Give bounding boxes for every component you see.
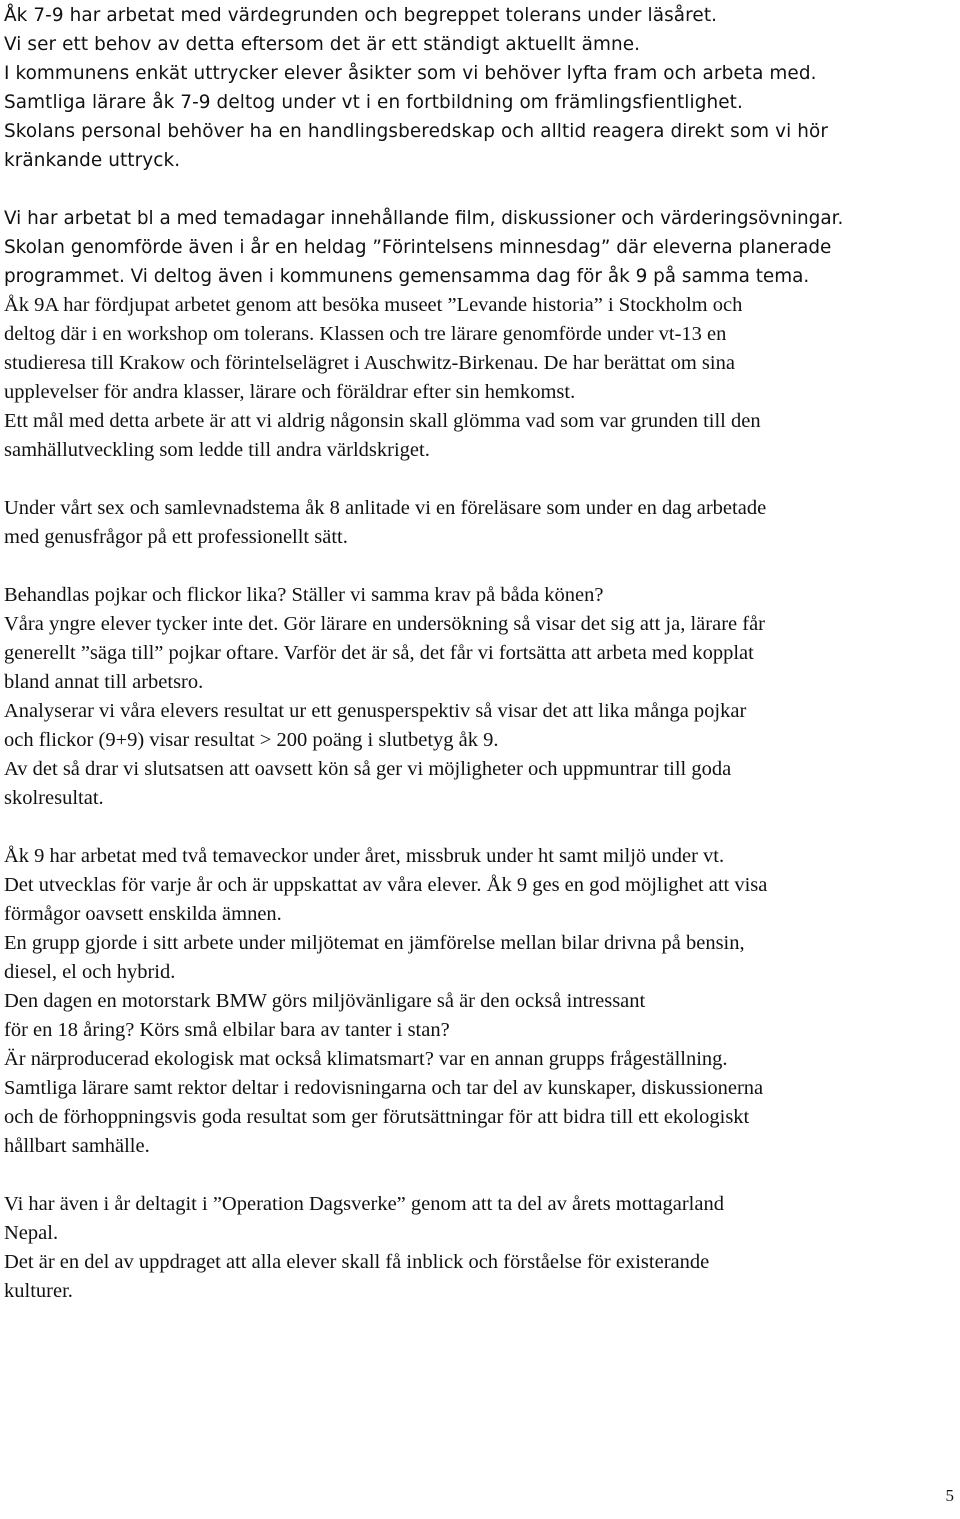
- text-line: kränkande uttryck.: [4, 150, 181, 171]
- text-line: förmågor oavsett enskilda ämnen.: [4, 903, 282, 925]
- text-line: Behandlas pojkar och flickor lika? Ställer vi samma krav på båda könen?: [4, 584, 604, 606]
- text-line: diesel, el och hybrid.: [4, 961, 176, 983]
- text-line: Är närproducerad ekologisk mat också klimatsmart? var en annan grupps frågeställning.: [4, 1048, 728, 1070]
- paragraph-spacer: [4, 175, 949, 204]
- paragraph-spacer: [4, 813, 949, 842]
- text-line: hållbart samhälle.: [4, 1135, 150, 1157]
- text-line: programmet. Vi deltog även i kommunens gemensamma dag för åk 9 på samma tema.: [4, 266, 810, 287]
- text-line: Åk 9A har fördjupat arbetet genom att besöka museet ”Levande historia” i Stockholm och: [4, 294, 743, 316]
- text-line: I kommunens enkät uttrycker elever åsikter som vi behöver lyfta fram och arbeta med.: [4, 63, 817, 84]
- text-line: deltog där i en workshop om tolerans. Klassen och tre lärare genomförde under vt-13 en: [4, 323, 727, 345]
- text-line: Vi ser ett behov av detta eftersom det är ett ständigt aktuellt ämne.: [4, 34, 641, 55]
- text-line: bland annat till arbetsro.: [4, 671, 204, 693]
- text-line: med genusfrågor på ett professionellt sätt.: [4, 526, 348, 548]
- text-line: generellt ”säga till” pojkar oftare. Varför det är så, det får vi fortsätta att arbeta med kopplat: [4, 642, 754, 664]
- paragraph-tolerance-intro: [4, 1, 949, 175]
- paragraph-gender-equality: [4, 581, 949, 813]
- paragraph-spacer: [4, 552, 949, 581]
- text-line: och flickor (9+9) visar resultat > 200 poäng i slutbetyg åk 9.: [4, 729, 499, 751]
- paragraph-gender-lecture: [4, 494, 949, 552]
- paragraph-spacer: [4, 1161, 949, 1190]
- text-line: Det utvecklas för varje år och är uppskattat av våra elever. Åk 9 ges en god möjlighet att visa: [4, 874, 768, 896]
- text-line: studieresa till Krakow och förintelselägret i Auschwitz-Birkenau. De har berättat om sina: [4, 352, 735, 374]
- text-line: Nepal.: [4, 1222, 59, 1244]
- text-line: Åk 7-9 har arbetat med värdegrunden och begreppet tolerans under läsåret.: [4, 5, 718, 26]
- text-line: Åk 9 har arbetat med två temaveckor under året, missbruk under ht samt miljö under vt.: [4, 845, 725, 867]
- text-line: samhällutveckling som ledde till andra världskriget.: [4, 439, 430, 461]
- text-line: Vi har även i år deltagit i ”Operation Dagsverke” genom att ta del av årets mottagarland: [4, 1193, 724, 1215]
- text-line: Under vårt sex och samlevnadstema åk 8 anlitade vi en föreläsare som under en dag arbetade: [4, 497, 767, 519]
- text-line: Det är en del av uppdraget att alla elever skall få inblick och förståelse för existerande: [4, 1251, 710, 1273]
- text-line: för en 18 åring? Körs små elbilar bara av tanter i stan?: [4, 1019, 450, 1041]
- paragraph-theme-days: [4, 204, 949, 465]
- text-line: Den dagen en motorstark BMW görs miljövänligare så är den också intressant: [4, 990, 646, 1012]
- text-line: Våra yngre elever tycker inte det. Gör lärare en undersökning så visar det sig att ja, lärare får: [4, 613, 766, 635]
- text-line: Skolans personal behöver ha en handlingsberedskap och alltid reagera direkt som vi hör: [4, 121, 829, 142]
- text-line: Vi har arbetat bl a med temadagar innehållande film, diskussioner och värderingsövningar.: [4, 208, 844, 229]
- text-line: upplevelser för andra klasser, lärare och föräldrar efter sin hemkomst.: [4, 381, 576, 403]
- text-line: Samtliga lärare samt rektor deltar i redovisningarna och tar del av kunskaper, diskussionerna: [4, 1077, 764, 1099]
- text-line: En grupp gjorde i sitt arbete under miljötemat en jämförelse mellan bilar drivna på bensin,: [4, 932, 745, 954]
- text-line: och de förhoppningsvis goda resultat som ger förutsättningar för att bidra till ett ekologiskt: [4, 1106, 750, 1128]
- text-line: Samtliga lärare åk 7-9 deltog under vt i en fortbildning om främlingsfientlighet.: [4, 92, 743, 113]
- page-number: 5: [945, 1486, 954, 1505]
- text-line: Skolan genomförde även i år en heldag ”Förintelsens minnesdag” där eleverna planerade: [4, 237, 832, 258]
- text-line: Ett mål med detta arbete är att vi aldrig någonsin skall glömma vad som var grunden till den: [4, 410, 761, 432]
- text-line: Av det så drar vi slutsatsen att oavsett kön så ger vi möjligheter och uppmuntrar till goda: [4, 758, 732, 780]
- paragraph-spacer: [4, 465, 949, 494]
- text-line: skolresultat.: [4, 787, 104, 809]
- text-line: kulturer.: [4, 1280, 73, 1302]
- paragraph-operation-dagsverke: [4, 1190, 949, 1306]
- text-line: Analyserar vi våra elevers resultat ur ett genusperspektiv så visar det att lika många pojkar: [4, 700, 747, 722]
- document-body: [4, 1, 949, 1306]
- paragraph-theme-weeks: [4, 842, 949, 1161]
